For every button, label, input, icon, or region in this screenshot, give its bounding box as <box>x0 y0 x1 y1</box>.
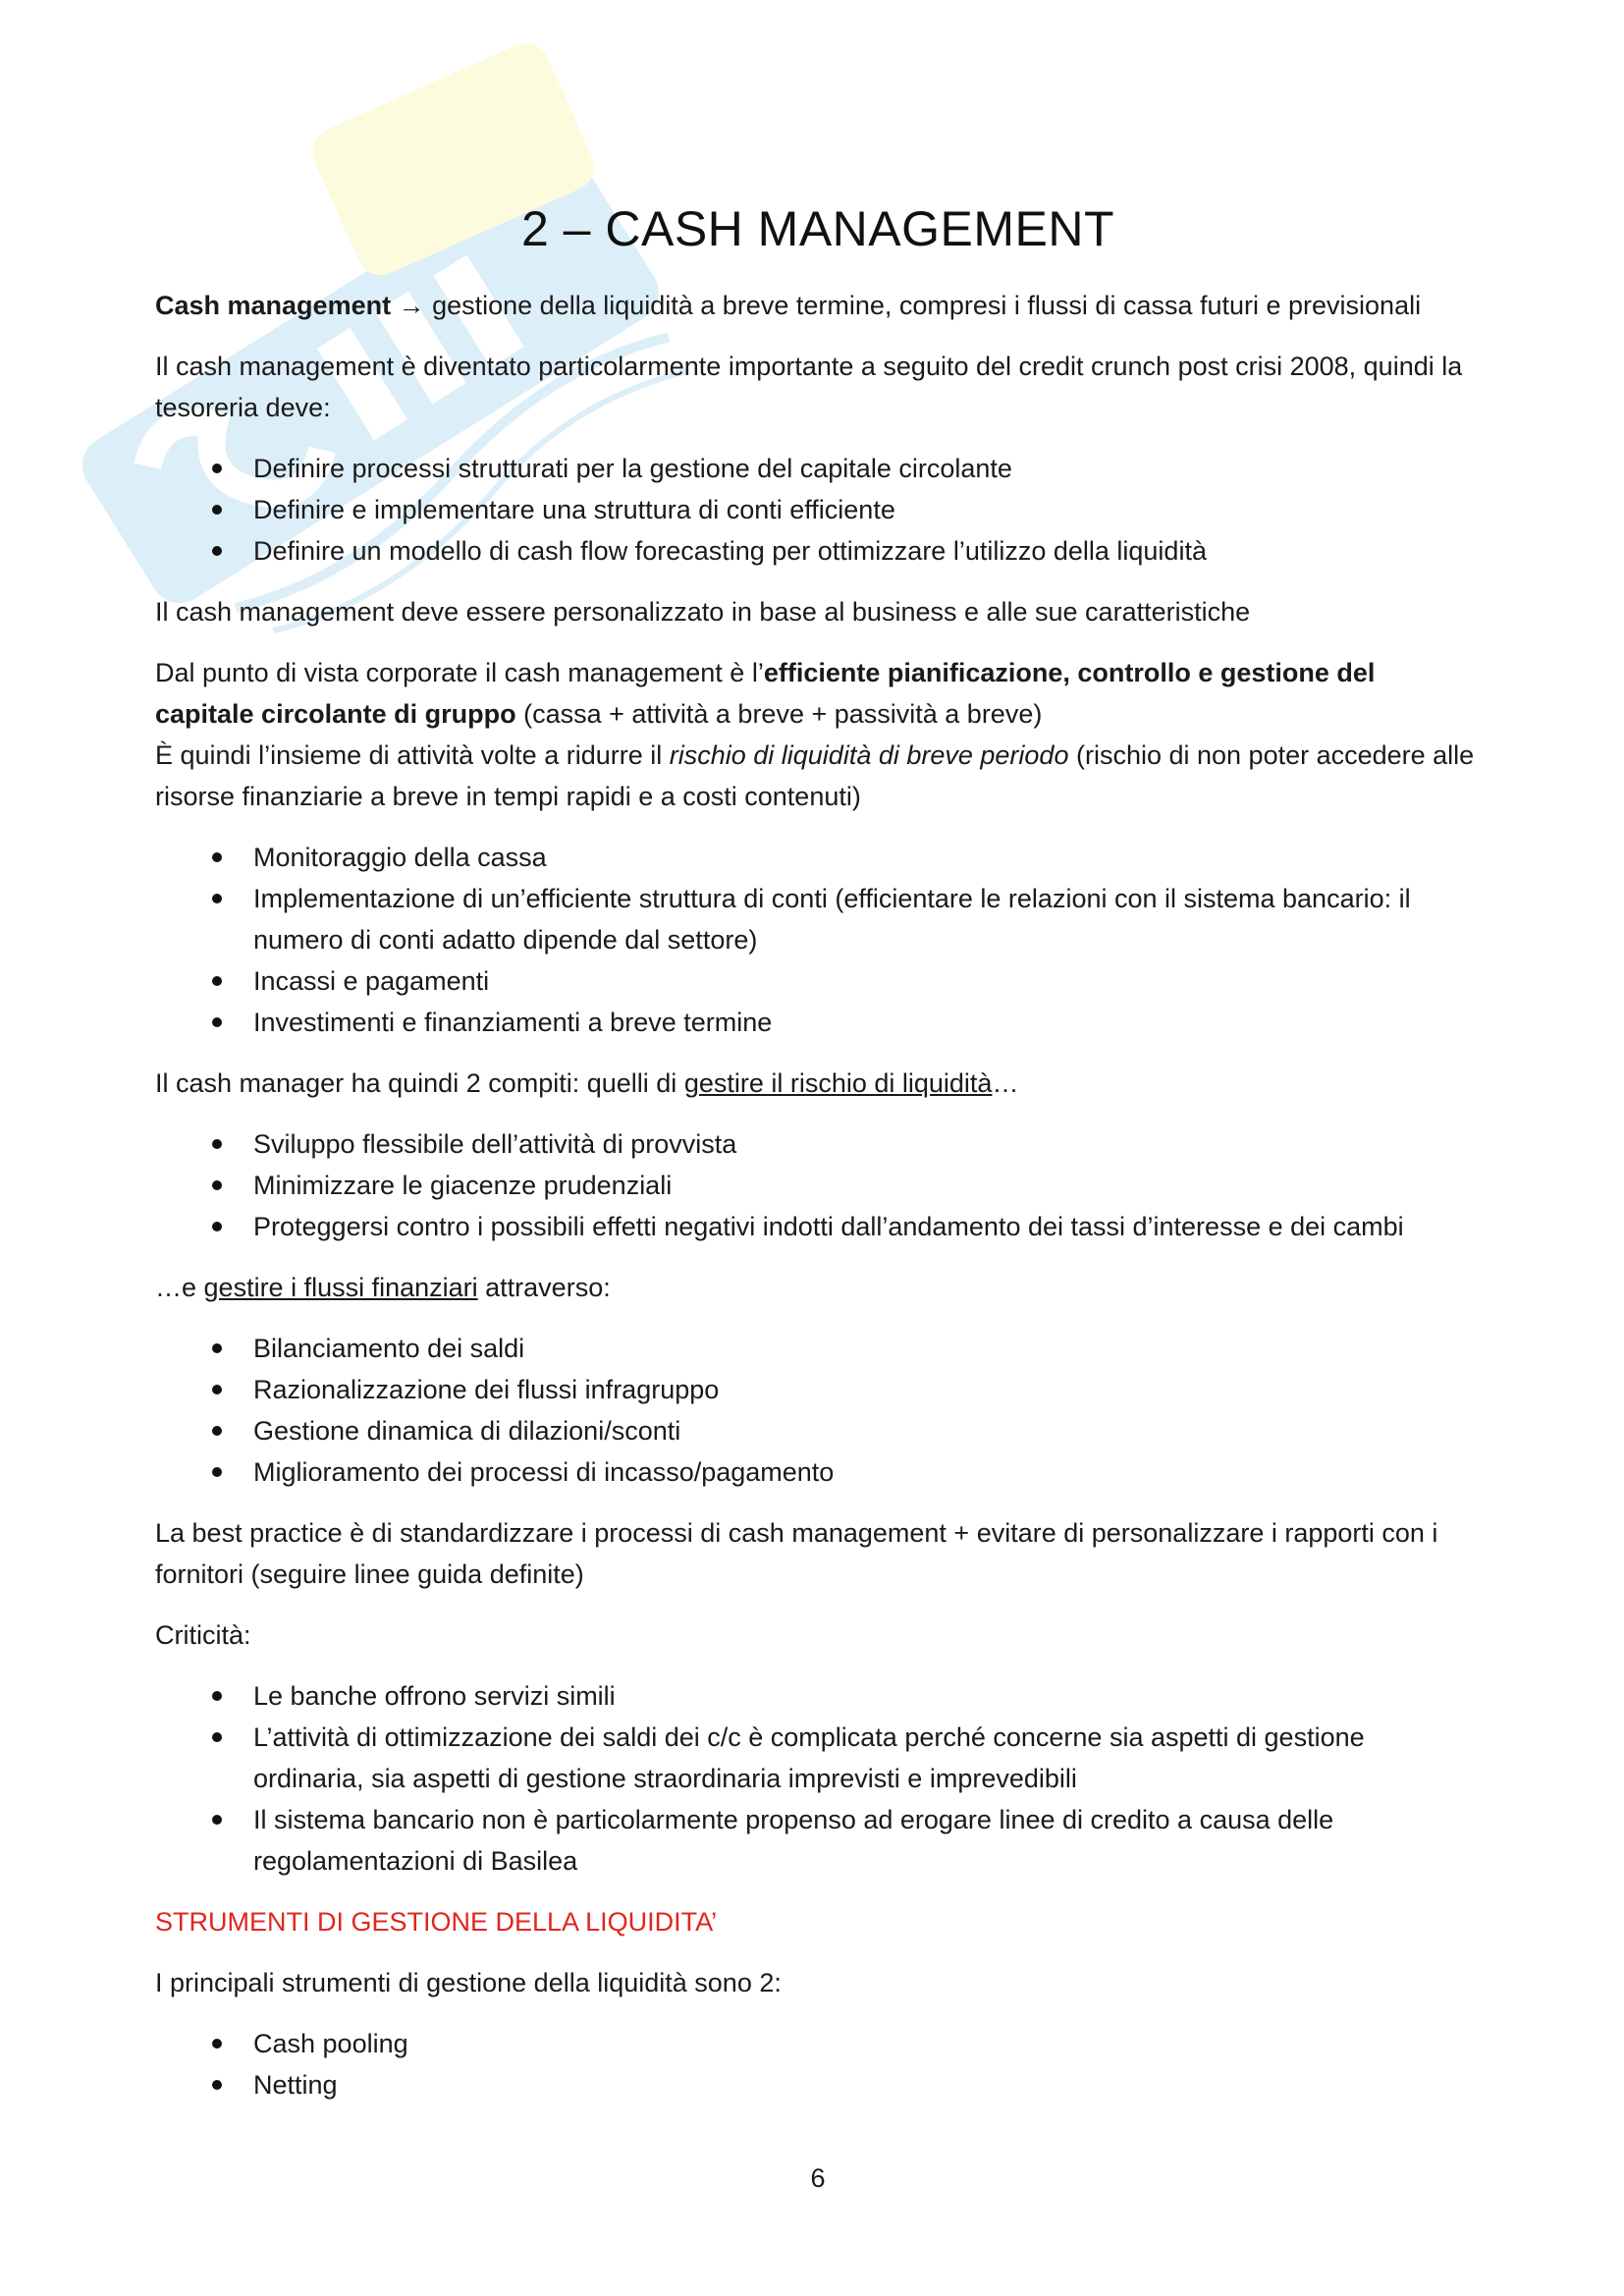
list-item: Cash pooling <box>253 2023 1481 2064</box>
list-item: Proteggersi contro i possibili effetti negativi indotti dall’andamento dei tassi d’interesse e dei cambi <box>253 1206 1481 1247</box>
tasks-pre: Il cash manager ha quindi 2 compiti: quelli di <box>155 1068 684 1098</box>
activities-list <box>155 837 1481 1043</box>
risk-italic: rischio di liquidità di breve periodo <box>669 740 1069 770</box>
section-heading: STRUMENTI DI GESTIONE DELLA LIQUIDITA’ <box>155 1907 718 1937</box>
list-item: Gestione dinamica di dilazioni/sconti <box>253 1410 1481 1451</box>
arrow-symbol: → <box>391 291 433 320</box>
corporate-post: (cassa + attività a breve + passività a breve) <box>515 699 1043 729</box>
corporate-paragraph <box>155 652 1481 735</box>
criticita-label: Criticità: <box>155 1620 251 1650</box>
personalized-paragraph: Il cash management deve essere personalizzato in base al business e alle sue caratteristiche <box>155 597 1251 627</box>
tasks-post: … <box>992 1068 1019 1098</box>
list-item: Monitoraggio della cassa <box>253 837 1481 878</box>
intro-paragraph <box>155 285 1481 326</box>
page-number: 6 <box>810 2163 826 2193</box>
document-page <box>155 0 1481 2296</box>
tasks-underline: gestire il rischio di liquidità <box>683 1068 993 1098</box>
tesoreria-list <box>155 448 1481 572</box>
list-item: Il sistema bancario non è particolarmente propenso ad erogare linee di credito a causa delle regolamentazioni di Basilea <box>253 1799 1481 1882</box>
document-body <box>155 285 1481 2125</box>
list-item: Razionalizzazione dei flussi infragruppo <box>253 1369 1481 1410</box>
strumenti-paragraph: I principali strumenti di gestione della liquidità sono 2: <box>155 1968 782 1997</box>
list-item: Miglioramento dei processi di incasso/pagamento <box>253 1451 1481 1493</box>
list-item: Incassi e pagamenti <box>253 960 1481 1002</box>
list-item: Implementazione di un’efficiente struttura di conti (efficientare le relazioni con il sistema bancario: il numero di conti adatto dipende dal settore) <box>253 878 1481 960</box>
intro-term: Cash management <box>155 291 392 320</box>
flows-underline: gestire i flussi finanziari <box>203 1273 478 1302</box>
list-item: Definire e implementare una struttura di conti efficiente <box>253 489 1481 530</box>
corporate-bold: efficiente pianificazione, controllo e gestione del capitale circolante di gruppo <box>155 658 1376 729</box>
flows-pre: …e <box>155 1273 204 1302</box>
risk-pre: È quindi l’insieme di attività volte a ridurre il <box>155 740 670 770</box>
list-item: Bilanciamento dei saldi <box>253 1328 1481 1369</box>
corporate-pre: Dal punto di vista corporate il cash management è l’ <box>155 658 764 687</box>
page-title: 2 – CASH MANAGEMENT <box>520 201 1115 256</box>
risk-list <box>155 1123 1481 1247</box>
best-practice-paragraph: La best practice è di standardizzare i processi di cash management + evitare di personalizzare i rapporti con i fornitori (seguire linee guida definite) <box>155 1518 1438 1589</box>
list-item: Definire processi strutturati per la gestione del capitale circolante <box>253 448 1481 489</box>
list-item: Sviluppo flessibile dell’attività di provvista <box>253 1123 1481 1165</box>
list-item: Investimenti e finanziamenti a breve termine <box>253 1002 1481 1043</box>
list-item: L’attività di ottimizzazione dei saldi dei c/c è complicata perché concerne sia aspetti di gestione ordinaria, sia aspetti di gestione straordinaria imprevisti e imprevedibili <box>253 1717 1481 1799</box>
tasks-paragraph <box>155 1063 1481 1104</box>
list-item: Netting <box>253 2064 1481 2105</box>
list-item: Minimizzare le giacenze prudenziali <box>253 1165 1481 1206</box>
intro-definition: gestione della liquidità a breve termine, compresi i flussi di cassa futuri e previsionali <box>432 291 1422 320</box>
criticita-list <box>155 1675 1481 1882</box>
flows-list <box>155 1328 1481 1493</box>
risk-paragraph <box>155 735 1481 817</box>
importance-paragraph: Il cash management è diventato particolarmente importante a seguito del credit crunch post crisi 2008, quindi la tesoreria deve: <box>155 352 1463 422</box>
strumenti-list <box>155 2023 1481 2105</box>
flows-paragraph <box>155 1267 1481 1308</box>
list-item: Le banche offrono servizi simili <box>253 1675 1481 1717</box>
flows-post: attraverso: <box>477 1273 611 1302</box>
list-item: Definire un modello di cash flow forecasting per ottimizzare l’utilizzo della liquidità <box>253 530 1481 572</box>
risk-post: (rischio di non poter accedere alle risorse finanziarie a breve in tempi rapidi e a costi contenuti) <box>155 740 1475 811</box>
